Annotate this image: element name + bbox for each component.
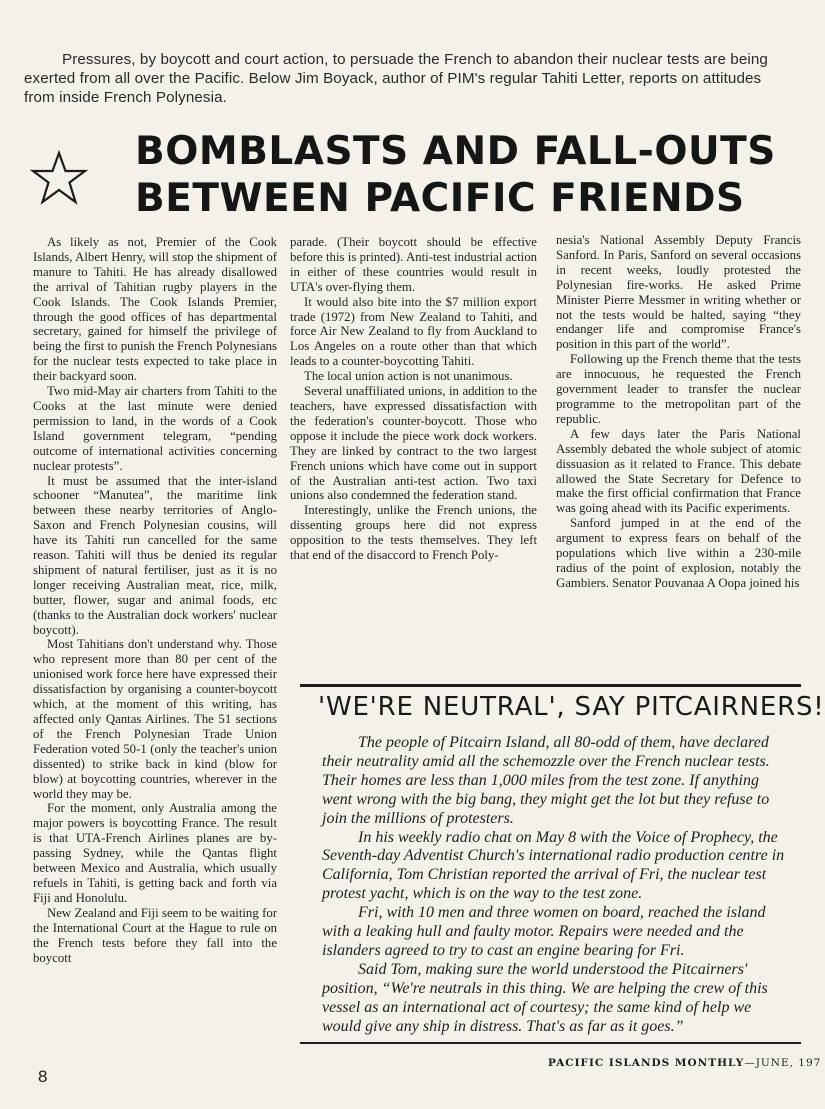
running-footer	[548, 1057, 822, 1069]
article-paragraph: Most Tahitians don't understand why. Those who represent more than 80 per cent of the unionised work force here have expressed their dissatisfaction by organising a counter-boycott which, at the moment of this writing, has affected only Qantas Airlines. The 51 sections of the French Polynesian Trade Union Federation voted 50-1 (only the teacher's union dissented) to strike back in kind (blow for blow) at boycotting countries, wherever in the world they may be.	[33, 637, 277, 801]
article-paragraph: It would also bite into the $7 million export trade (1972) from New Zealand to Tahiti, and force Air New Zealand to fly from Auckland to Los Angeles on a route other than that which leads to a counter-boycotting Tahiti.	[290, 294, 537, 369]
headline-line-1: BOMBLASTS AND FALL-OUTS	[135, 129, 776, 174]
article-paragraph: Several unaffiliated unions, in addition to the teachers, have expressed dissatisfaction with the federation's counter-boycott. Those who oppose it include the piece work dock workers. They are linked by contract to the two largest French unions which have come out in support of the Australian anti-test action. Two taxi unions also condemned the federation stand.	[290, 384, 537, 503]
article-paragraph: New Zealand and Fiji seem to be waiting for the International Court at the Hague to rule on the French tests before they fall into the boycott	[33, 905, 277, 965]
article-paragraph: Interestingly, unlike the French unions, the dissenting groups here did not express opposition to the tests themselves. They left that end of the disaccord to French Poly-	[290, 503, 537, 563]
article-paragraph: nesia's National Assembly Deputy Francis Sanford. In Paris, Sanford on several occasions in recent weeks, loudly protested the Polynesian fire-works. He asked Prime Minister Pierre Messmer in writing whether or not the tests would be halted, saying “they endanger life and compromise France's position in this part of the world”.	[556, 233, 801, 352]
box-paragraph: Fri, with 10 men and three women on board, reached the island with a leaking hull and faulty motor. Repairs were needed and the islanders agreed to try to cast an engine bearing for Fri.	[322, 904, 766, 959]
article-paragraph: As likely as not, Premier of the Cook Islands, Albert Henry, will stop the shipment of manure to Tahiti. He has already disallowed the arrival of Tahitian rugby players in the Cook Islands. The Cook Islands Premier, through the good offices of has departmental secretary, gained for himself the privilege of being the first to punish the French Polynesians for the nuclear tests expected to take place in their backyard soon.	[33, 235, 277, 384]
headline-line-2: BETWEEN PACIFIC FRIENDS	[135, 176, 745, 221]
article-column-3	[556, 233, 801, 673]
box-bottom-rule	[300, 1042, 801, 1044]
star-outline-icon	[28, 150, 90, 206]
article-paragraph: The local union action is not unanimous.	[304, 369, 513, 384]
headline	[135, 128, 775, 222]
box-paragraph: The people of Pitcairn Island, all 80-odd of them, have declared their neutrality amid all the schemozzle over the French nuclear tests. Their homes are less than 1,000 miles from the test zone. If anything went wrong with the big bang, they might get the lot but they refuse to join the millions of protesters.	[322, 734, 770, 827]
article-paragraph: It must be assumed that the inter-island schooner “Manutea”, the maritime link between these nearby territories of Anglo-Saxon and French Polynesian cousins, will have its Tahiti run cancelled for the same reason. Tahiti will thus be denied its regular shipment of natural fertiliser, just as it is no longer receiving Australian meat, rice, milk, butter, flower, sugar and animal foods, etc (thanks to the Australian dock workers' nuclear boycott).	[33, 473, 277, 637]
article-paragraph: Sanford jumped in at the end of the argument to express fears on behalf of the populations which live within a 230-mile radius of the point of explosion, notably the Gambiers. Senator Pouvanaa A Oopa joined his	[556, 516, 801, 590]
article-paragraph: parade. (Their boycott should be effective before this is printed). Anti-test industrial action in either of these countries would result in UTA's over-flying them.	[290, 235, 537, 294]
footer-date: —JUNE, 197	[744, 1057, 822, 1069]
box-headline: 'WE'RE NEUTRAL', SAY PITCAIRNERS!	[318, 692, 825, 722]
article-paragraph: Two mid-May air charters from Tahiti to the Cooks at the last minute were denied permission to land, in the words of a Cook Island government telegram, “pending outcome of international activities concerning nuclear protests”.	[33, 384, 277, 473]
footer-publication: PACIFIC ISLANDS MONTHLY	[548, 1057, 745, 1069]
article-column-1	[33, 235, 277, 1055]
box-paragraph: Said Tom, making sure the world understood the Pitcairners' position, “We're neutrals in this thing. We are helping the crew of this vessel as an international act of courtesy; the same kind of help we would give any ship in distress. That's as far as it goes.”	[322, 960, 768, 1035]
article-paragraph: For the moment, only Australia among the major powers is boycotting France. The result is that UTA-French Airlines planes are by-passing Sydney, while the Qantas flight between Mexico and Australia, which usually refuels in Tahiti, is getting back and forth via Fiji and Honolulu.	[33, 801, 277, 905]
box-paragraph: In his weekly radio chat on May 8 with the Voice of Prophecy, the Seventh-day Adventist Church's international radio production centre in California, Tom Christian reported the arrival of Fri, the nuclear test protest yacht, which is on the way to the test zone.	[322, 828, 785, 903]
article-paragraph: Following up the French theme that the tests are innocuous, he requested the French government leader to transfer the nuclear programme to the metropolitan part of the republic.	[556, 352, 801, 426]
box-top-rule	[300, 684, 801, 687]
intro-paragraph: Pressures, by boycott and court action, to persuade the French to abandon their nuclear tests are being exerted from all over the Pacific. Below Jim Boyack, author of PIM's regular Tahiti Letter, reports on attitudes from inside French Polynesia.	[24, 51, 768, 106]
page-number: 8	[38, 1067, 48, 1086]
article-paragraph: A few days later the Paris National Assembly debated the whole subject of atomic dissuasion as it related to France. This debate allowed the State Secretary for Defence to make the first official confirmation that France was going ahead with its Pacific experiments.	[556, 426, 801, 516]
article-column-2	[290, 235, 537, 675]
box-article	[322, 734, 788, 1037]
